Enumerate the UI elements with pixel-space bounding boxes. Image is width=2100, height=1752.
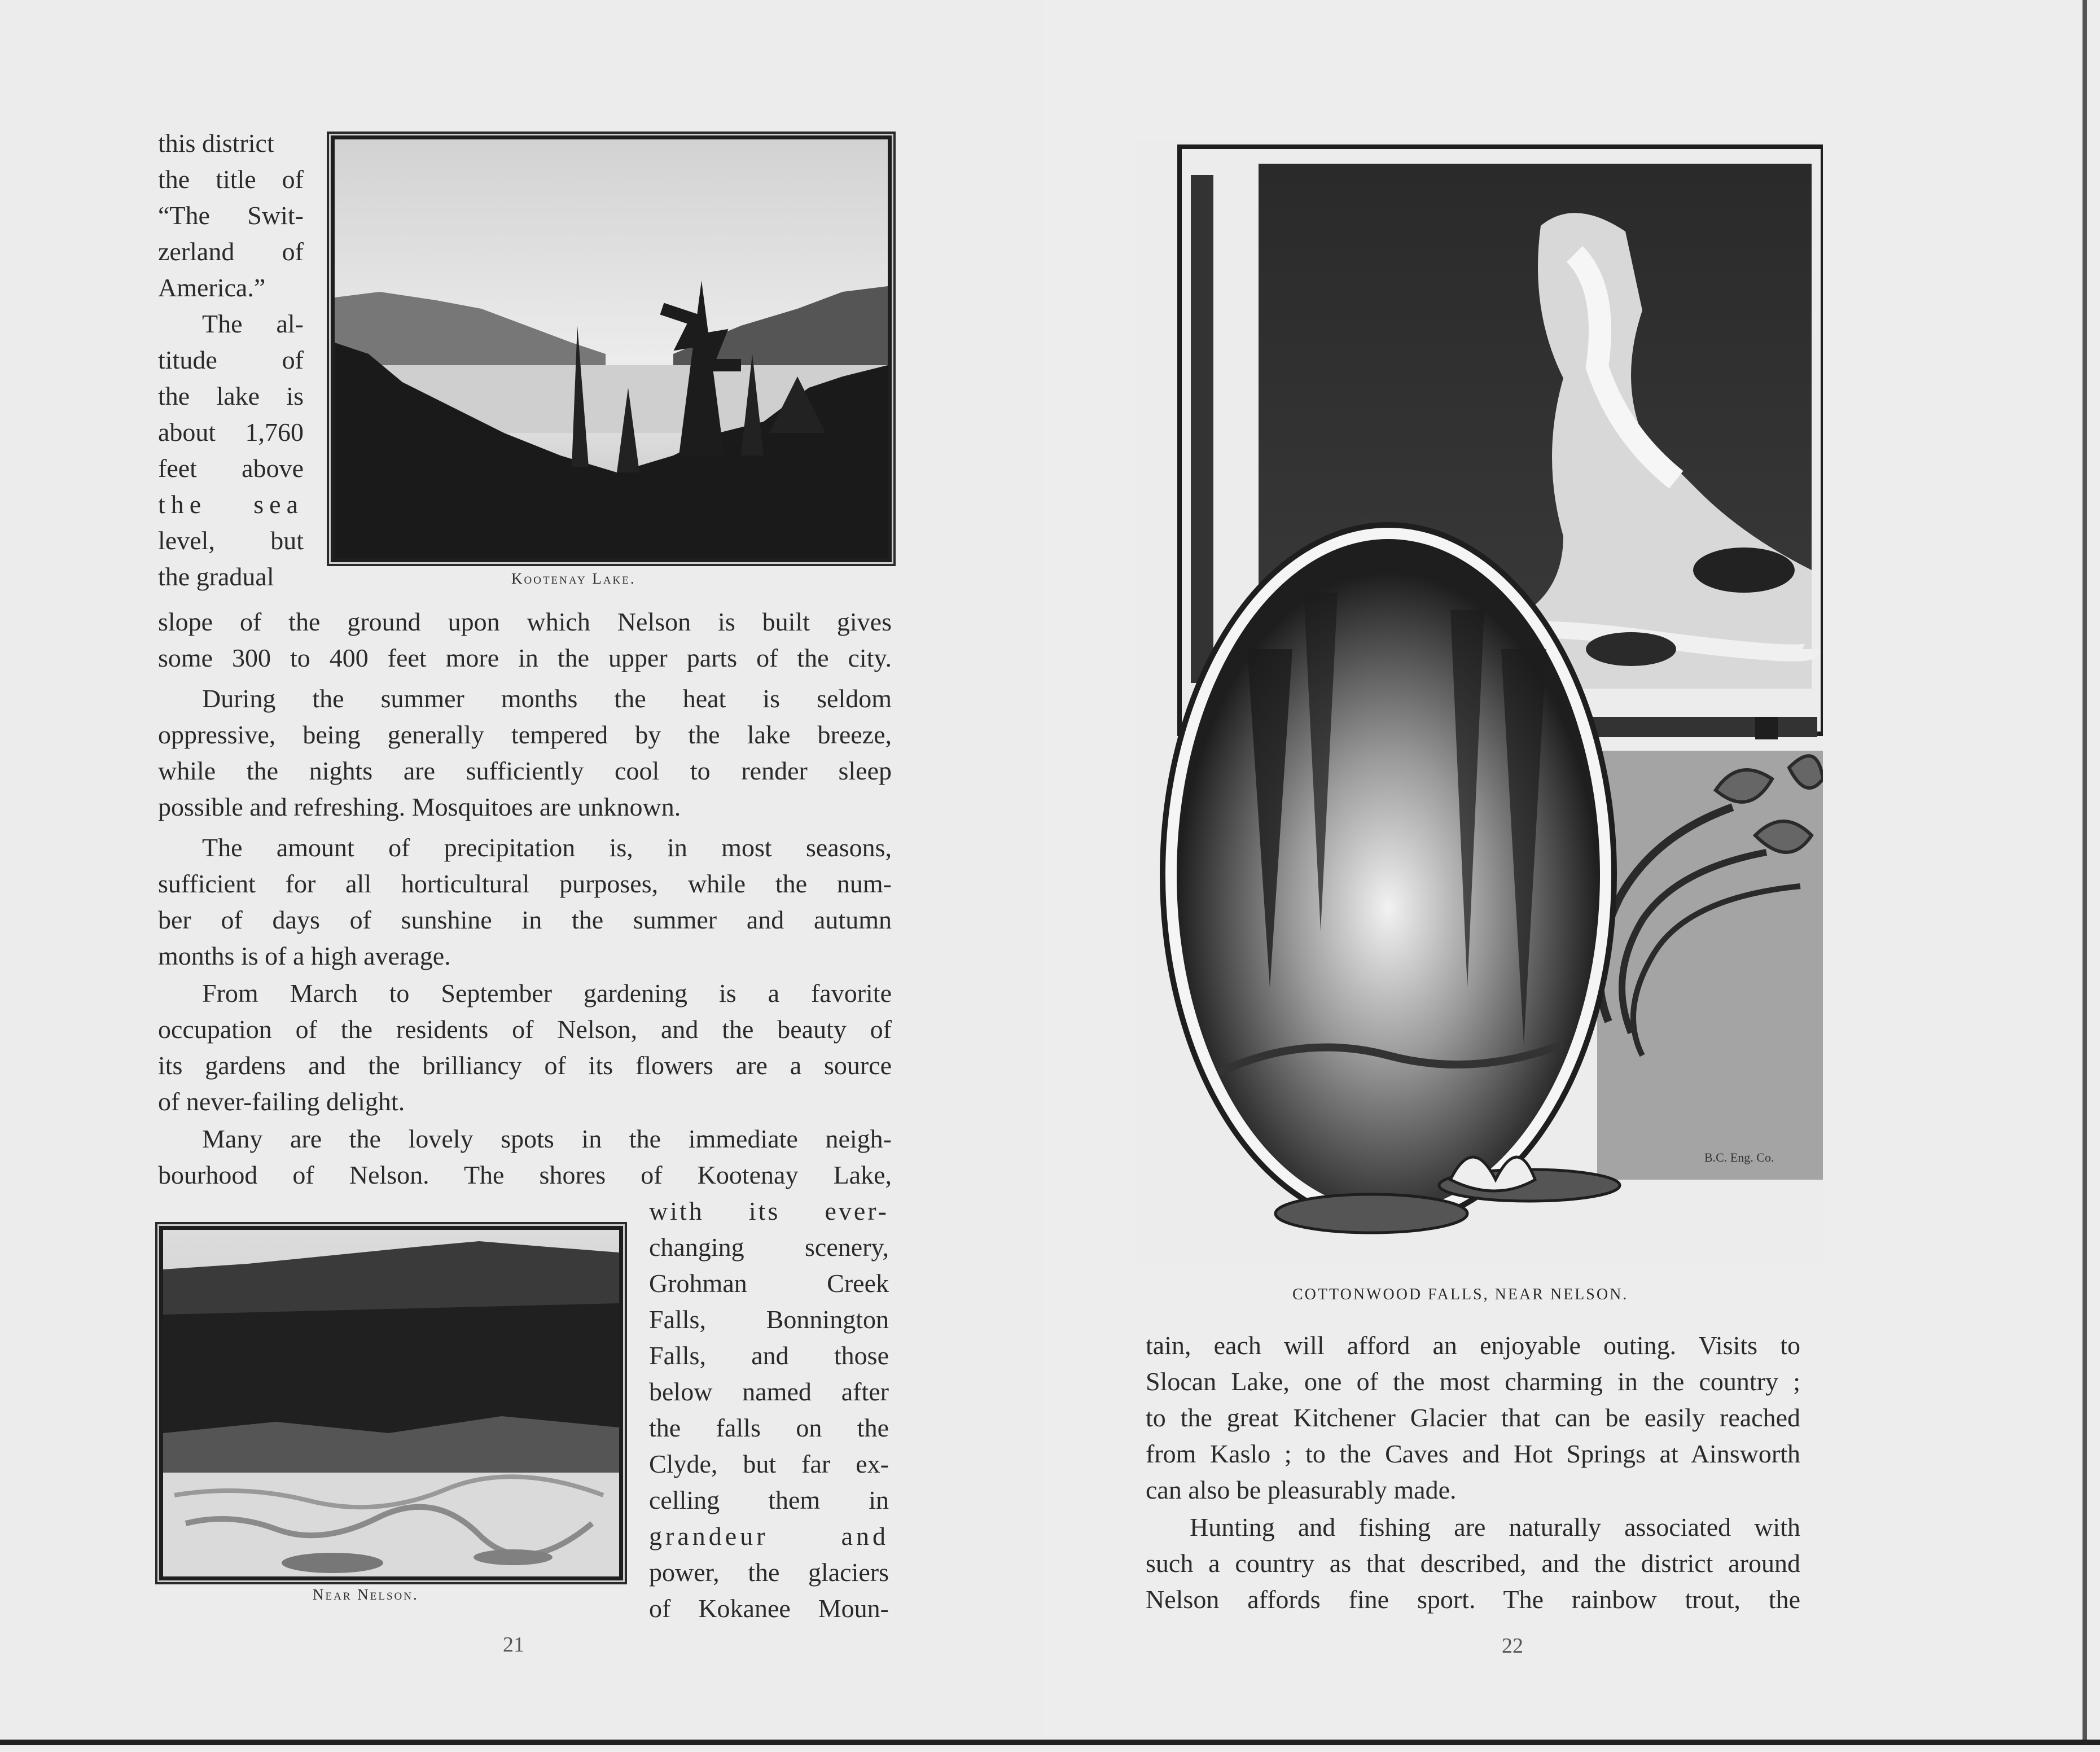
text-line: Hunting and fishing are naturally associated with (1190, 1513, 1800, 1541)
text-line: occupation of the residents of Nelson, and the beauty of (158, 1015, 892, 1044)
text-line: about 1,760 (158, 418, 304, 446)
text-line: The al- (202, 309, 304, 338)
text-line: some 300 to 400 feet more in the upper parts of the city. (158, 643, 892, 672)
cottonwood-falls-plate (1134, 141, 1823, 1264)
text-line: this district (158, 129, 274, 157)
text-line: slope of the ground upon which Nelson is built gives (158, 607, 892, 636)
kootenay-lake-caption: Kootenay Lake. (511, 570, 636, 587)
text-line: the lake is (158, 382, 304, 410)
text-line: months is of a high average. (158, 941, 451, 970)
text-line: changing scenery, (649, 1233, 889, 1262)
near-nelson-photo (159, 1226, 623, 1580)
text-line: From March to September gardening is a favorite (202, 979, 892, 1008)
text-line: the sea (158, 490, 304, 519)
text-line: power, the glaciers (649, 1558, 889, 1587)
page-edge (2083, 0, 2087, 1740)
text-line: ber of days of sunshine in the summer and autumn (158, 905, 892, 934)
page-number-left: 21 (503, 1633, 524, 1657)
text-line: During the summer months the heat is seldom (202, 684, 892, 713)
text-line: tain, each will afford an enjoyable outing. Visits to (1146, 1331, 1800, 1360)
engraver-mark: B.C. Eng. Co. (1704, 1150, 1774, 1164)
kootenay-lake-photo (331, 135, 892, 562)
right-page (1044, 0, 2100, 1744)
page-number-right: 22 (1502, 1634, 1523, 1658)
near-nelson-caption: Near Nelson. (313, 1586, 419, 1603)
text-line: “The Swit- (158, 201, 304, 230)
text-line: Nelson affords fine sport. The rainbow trout, the (1146, 1585, 1800, 1614)
text-line: zerland of (158, 237, 304, 266)
text-line: titude of (158, 345, 304, 374)
text-line: to the great Kitchener Glacier that can be easily reached (1146, 1403, 1800, 1432)
text-line: Many are the lovely spots in the immediate neigh- (202, 1124, 892, 1153)
text-line: grandeur and (649, 1522, 889, 1550)
bottom-edge (0, 1740, 2100, 1745)
text-line: Falls, and those (649, 1341, 889, 1370)
text-line: while the nights are sufficiently cool to render sleep (158, 756, 892, 785)
text-line: oppressive, being generally tempered by the lake breeze, (158, 720, 892, 749)
text-line: sufficient for all horticultural purposes, while the num- (158, 869, 892, 898)
text-line: the title of (158, 165, 304, 194)
cottonwood-falls-caption: COTTONWOOD FALLS, NEAR NELSON. (1292, 1286, 1629, 1303)
text-line: of never-failing delight. (158, 1087, 405, 1116)
text-line: Falls, Bonnington (649, 1305, 889, 1334)
text-line: possible and refreshing. Mosquitoes are unknown. (158, 792, 681, 821)
text-line: from Kaslo ; to the Caves and Hot Springs at Ainsworth (1146, 1439, 1800, 1468)
text-line: the gradual (158, 562, 274, 591)
text-line: with its ever- (649, 1197, 889, 1225)
text-line: Slocan Lake, one of the most charming in the country ; (1146, 1367, 1800, 1396)
text-line: The amount of precipitation is, in most seasons, (202, 833, 892, 862)
text-line: its gardens and the brilliancy of its flowers are a source (158, 1051, 892, 1080)
text-line: Grohman Creek (649, 1269, 889, 1298)
text-line: America.” (158, 273, 266, 302)
left-page (0, 0, 1044, 1744)
text-line: below named after (649, 1377, 889, 1406)
text-line: such a country as that described, and the district around (1146, 1549, 1800, 1578)
text-line: the falls on the (649, 1413, 889, 1442)
text-line: can also be pleasurably made. (1146, 1475, 1457, 1504)
text-line: feet above (158, 454, 304, 483)
text-line: celling them in (649, 1486, 889, 1514)
text-line: of Kokanee Moun- (649, 1594, 889, 1623)
text-line: level, but (158, 526, 304, 555)
text-line: Clyde, but far ex- (649, 1449, 889, 1478)
text-line: bourhood of Nelson. The shores of Kootenay Lake, (158, 1160, 892, 1189)
